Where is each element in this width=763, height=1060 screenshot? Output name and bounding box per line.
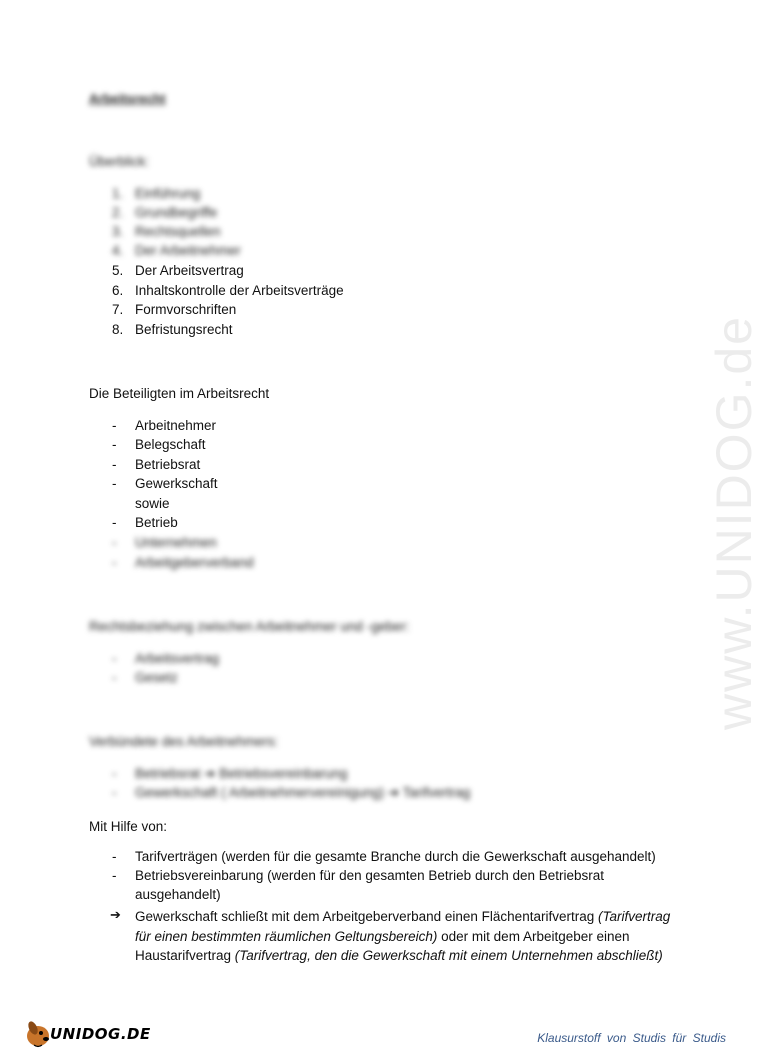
relation-heading: Rechtsbeziehung zwischen Arbeitnehmer und -geber:: [89, 619, 410, 634]
help-heading: Mit Hilfe von:: [89, 819, 168, 834]
document-title: Arbeitsrecht: [89, 91, 166, 106]
dog-icon: [26, 1020, 49, 1047]
watermark: www.UNIDOG.de: [706, 315, 762, 730]
logo-text: UNIDOG.DE: [50, 1025, 151, 1043]
participants-heading: Die Beteiligten im Arbeitsrecht: [89, 386, 270, 401]
footer-tagline: Klausurstoff von Studis für Studis: [537, 1031, 726, 1045]
allies-heading: Verbündete des Arbeitnehmers:: [89, 734, 279, 749]
conclusion-text: Gewerkschaft schließt mit dem Arbeitgeberverband einen Flächentarifvertrag (Tarifvertrag für einen bestimmten räumlichen Geltungsbereich) oder mit dem Arbeitgeber einen Haustarifvertrag (Tarifvertrag, den die Gewerkschaft mit einem Unternehmen abschließt): [135, 909, 671, 963]
overview-heading: Überblick:: [89, 154, 150, 169]
